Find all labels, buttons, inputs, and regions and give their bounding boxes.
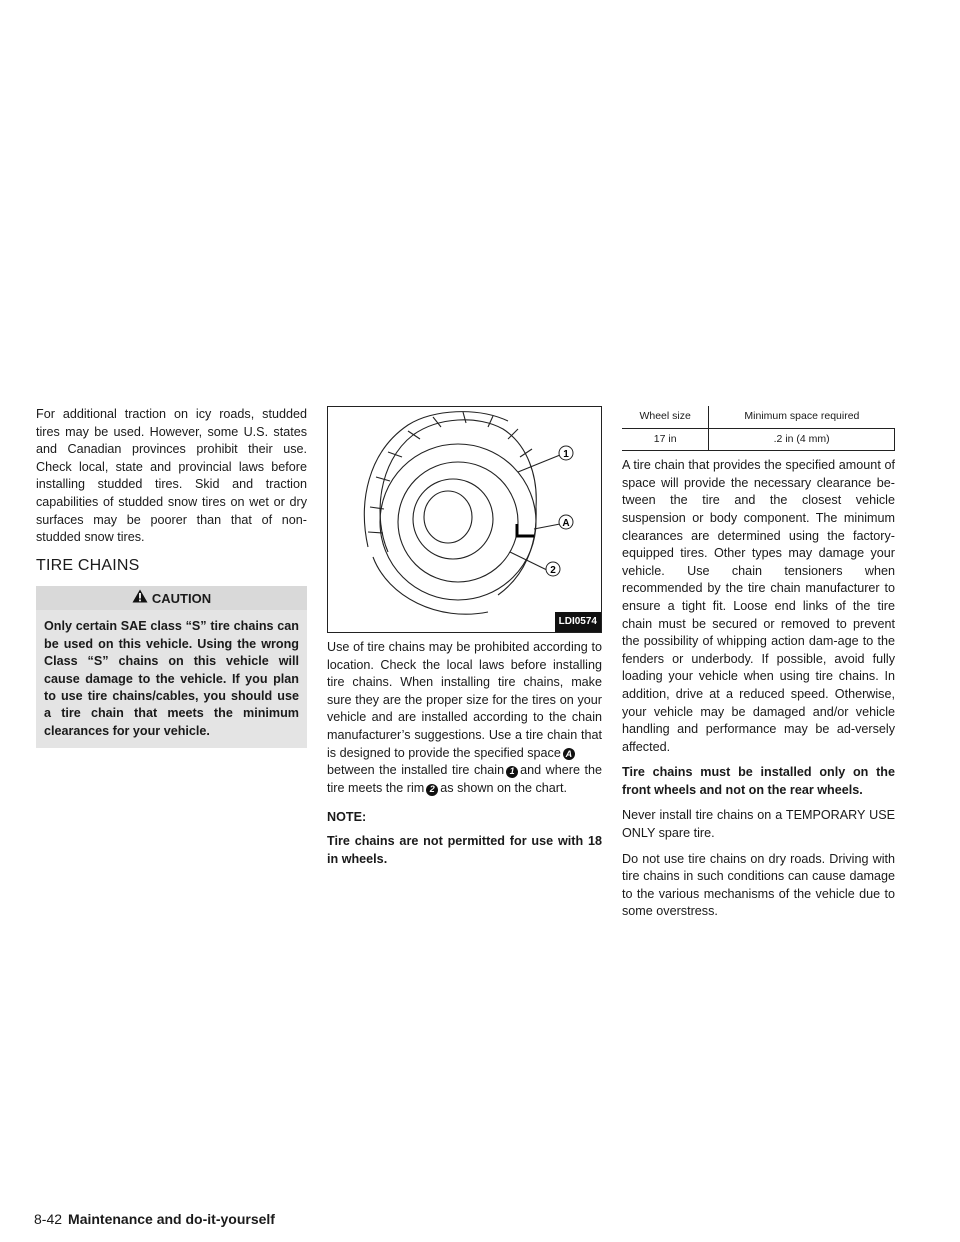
- page-footer: [34, 1211, 275, 1227]
- tire-chain-figure: [327, 406, 602, 633]
- page-number: 8-42: [34, 1211, 63, 1227]
- ref-a-badge: A: [563, 748, 575, 760]
- callout-1: [559, 446, 573, 460]
- note-title: NOTE:: [327, 810, 367, 825]
- table-cell-min-space: .2 in (4 mm): [709, 428, 895, 451]
- table-header-min-space: Minimum space required: [709, 406, 895, 428]
- ref-1-badge: 1: [506, 766, 518, 778]
- column-left: [36, 406, 307, 748]
- note-text: Tire chains are not permitted for use with 18 in wheels.: [327, 833, 602, 866]
- table-header-row: [622, 406, 895, 428]
- section-title: TIRE CHAINS: [36, 556, 140, 574]
- dry-roads-paragraph: Do not use tire chains on dry roads. Driving with tire chains in such conditions can cause damage to the various mechanisms of the vehicle due to some overstress.: [622, 851, 895, 919]
- callout-2: [546, 562, 560, 576]
- clearance-paragraph: A tire chain that provides the specified amount of space will provide the necessary clearance be-tween the tire and the closest vehicle suspension or body component. The minimum clearances are determined using the factory-equipped tires. Other types may damage your vehicle. Use chain tensioners when recommended by the tire chain manufacturer to ensure a tight fit. Loose end links of the tire chain must be secured or removed to prevent the possibility of whipping action dam-age to the fenders or underbody. If possible, avoid fully loading your vehicle when using tire chains. In addition, drive at a reduced speed. Otherwise, your vehicle may be damaged and/or vehicle handling and performance may be ad-versely affected.: [622, 458, 895, 754]
- para-text-3: and where the tire meets the rim: [327, 763, 602, 795]
- figure-id-label: LDI0574: [555, 612, 601, 632]
- svg-text:2: 2: [550, 565, 556, 576]
- para-text-2: between the installed tire chain: [327, 763, 505, 778]
- intro-paragraph: For additional traction on icy roads, studded tires may be used. However, some U.S. states and Canadian provinces prohibit their use. Check local, state and provincial laws before installing studded tires. Skid and traction capabilities of studded snow tires on wet or dry surfaces may be poorer than that of non-studded snow tires.: [36, 407, 307, 545]
- table-cell-wheel-size: 17 in: [622, 428, 709, 451]
- ref-2-badge: 2: [426, 784, 438, 796]
- svg-text:A: A: [562, 518, 570, 529]
- caution-header: [36, 586, 307, 610]
- para-text-4: as shown on the chart.: [440, 780, 567, 795]
- footer-section-title: Maintenance and do-it-yourself: [68, 1211, 275, 1227]
- spare-tire-paragraph: Never install tire chains on a TEMPORARY USE ONLY spare tire.: [622, 808, 895, 841]
- column-middle: [327, 406, 602, 876]
- clearance-table: [622, 406, 895, 451]
- table-row: [622, 428, 895, 451]
- callout-a: [559, 515, 573, 529]
- front-wheels-warning: Tire chains must be installed only on the front wheels and not on the rear wheels.: [622, 765, 895, 797]
- caution-text: Only certain SAE class “S” tire chains can be used on this vehicle. Using the wrong Class “S” chains on this vehicle will cause damage to the vehicle. If you plan to use tire chains/cables, you should use a tire chain that meets the minimum clearances for your vehicle.: [36, 610, 307, 748]
- svg-text:1: 1: [563, 449, 569, 460]
- para-text-1: Use of tire chains may be prohibited according to location. Check the local laws before installing tire chains. When installing tire chains, make sure they are the proper size for the tires on your vehicle and are installed according to the chain manufacturer’s suggestions. Use a tire chain that is designed to provide the specified space: [327, 640, 602, 760]
- caution-box: [36, 586, 307, 748]
- chain-usage-paragraph: [327, 639, 602, 797]
- caution-title: CAUTION: [151, 590, 212, 606]
- warning-icon: [132, 589, 148, 608]
- tire-chain-diagram: [328, 407, 601, 632]
- table-header-wheel-size: Wheel size: [622, 406, 709, 428]
- column-right: [622, 406, 895, 929]
